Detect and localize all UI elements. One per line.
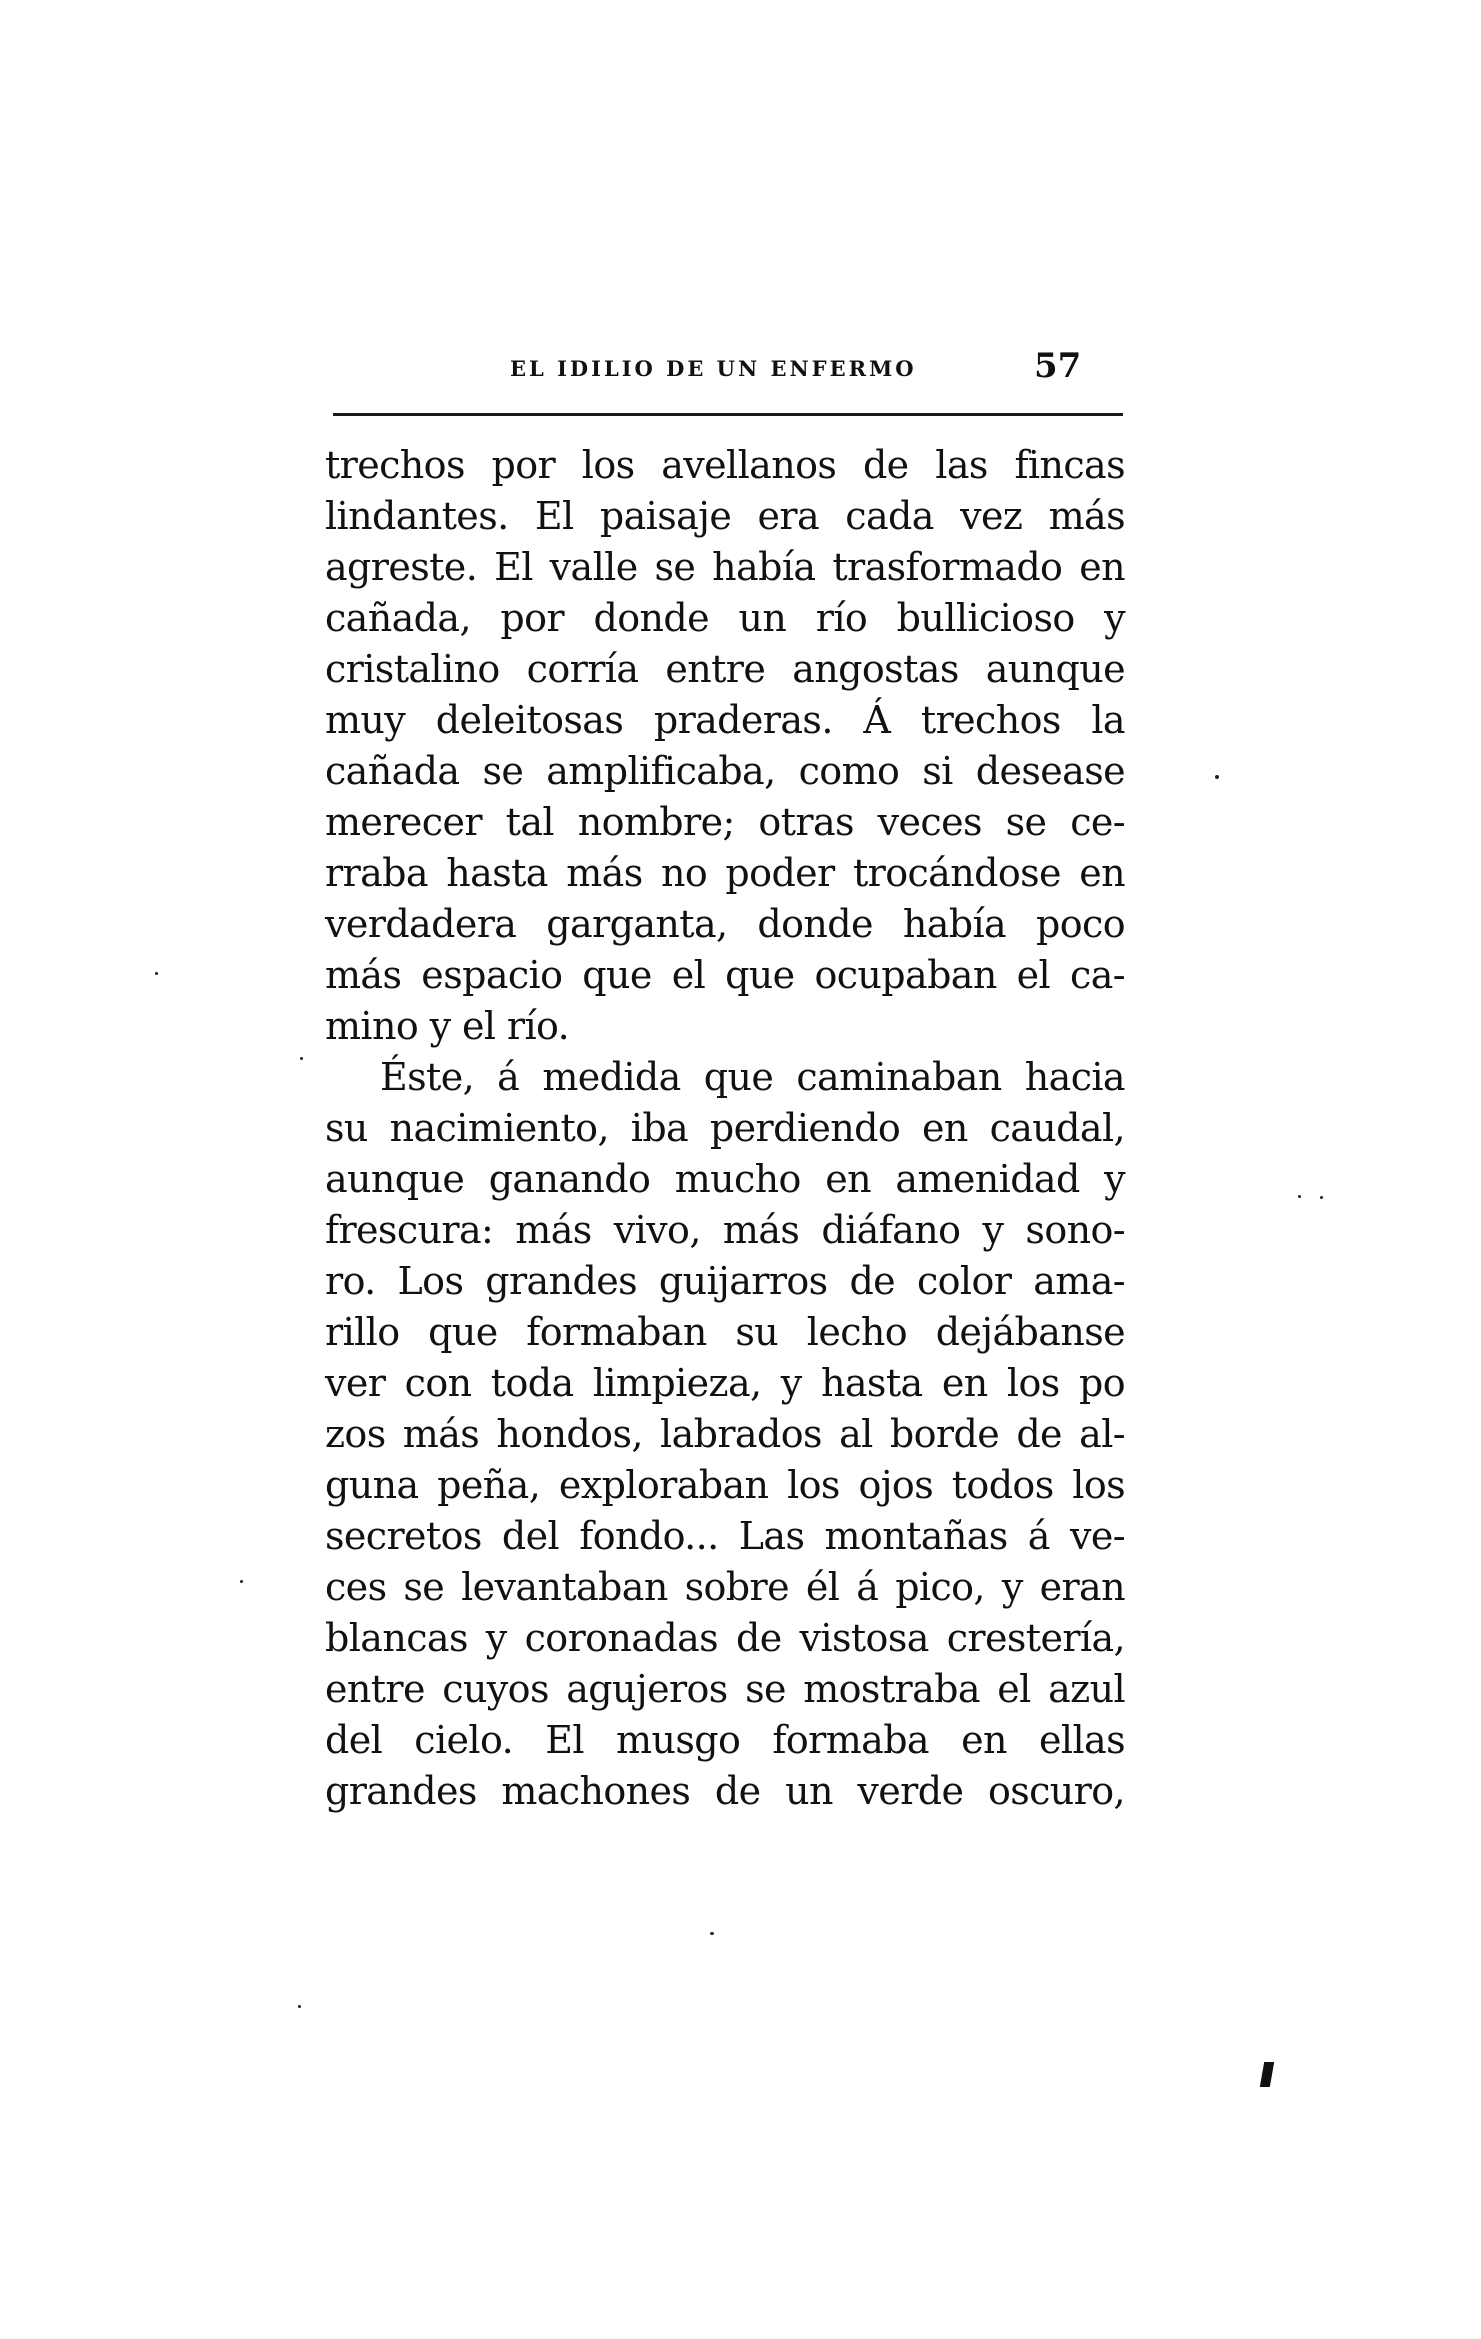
text-line: Éste, á medida que caminaban hacia [380, 1055, 1125, 1099]
text-line: secretos del fondo... Las montañas á ve- [325, 1514, 1125, 1558]
text-line: del cielo. El musgo formaba en ellas [325, 1718, 1125, 1762]
text-line: cañada, por donde un río bullicioso y [325, 596, 1125, 640]
page-number: 57 [1034, 346, 1082, 386]
text-line: agreste. El valle se había trasformado en [325, 545, 1125, 589]
text-line: blancas y coronadas de vistosa crestería, [325, 1616, 1125, 1660]
text-line: cañada se amplificaba, como si desease [325, 749, 1125, 793]
text-line: ro. Los grandes guijarros de color ama- [325, 1259, 1125, 1303]
text-line: guna peña, exploraban los ojos todos los [325, 1463, 1125, 1507]
scan-speck [298, 2005, 301, 2008]
text-line: cristalino corría entre angostas aunque [325, 647, 1125, 691]
scan-speck [155, 972, 158, 975]
text-line: ver con toda limpieza, y hasta en los po [325, 1361, 1125, 1405]
scan-speck [1298, 1195, 1301, 1198]
paragraph-1 [325, 440, 1125, 1052]
running-head [330, 346, 1130, 394]
text-line: zos más hondos, labrados al borde de al- [325, 1412, 1125, 1456]
scan-speck [300, 1057, 303, 1060]
text-line: más espacio que el que ocupaban el ca- [325, 953, 1125, 997]
scan-speck [710, 1932, 714, 1935]
text-line: grandes machones de un verde oscuro, [325, 1769, 1125, 1813]
text-line: aunque ganando mucho en amenidad y [325, 1157, 1125, 1201]
paragraph-2 [325, 1052, 1125, 1817]
scan-speck [1215, 775, 1219, 779]
text-line: trechos por los avellanos de las fincas [325, 443, 1125, 487]
body-text [325, 440, 1125, 1817]
ink-mark [1260, 2062, 1274, 2087]
text-line: verdadera garganta, donde había poco [325, 902, 1125, 946]
text-line: frescura: más vivo, más diáfano y sono- [325, 1208, 1125, 1252]
text-line: su nacimiento, iba perdiendo en caudal, [325, 1106, 1125, 1150]
text-line: muy deleitosas praderas. Á trechos la [325, 698, 1125, 742]
text-line: ces se levantaban sobre él á pico, y eran [325, 1565, 1125, 1609]
header-rule [333, 413, 1123, 416]
text-line: merecer tal nombre; otras veces se ce- [325, 800, 1125, 844]
text-line: mino y el río. [325, 1004, 570, 1048]
running-title: EL IDILIO DE UN ENFERMO [510, 356, 917, 381]
scan-speck [1320, 1196, 1323, 1199]
text-line: rillo que formaban su lecho dejábanse [325, 1310, 1125, 1354]
text-line: rraba hasta más no poder trocándose en [325, 851, 1125, 895]
text-line: lindantes. El paisaje era cada vez más [325, 494, 1125, 538]
scan-speck [240, 1580, 243, 1583]
text-line: entre cuyos agujeros se mostraba el azul [325, 1667, 1125, 1711]
